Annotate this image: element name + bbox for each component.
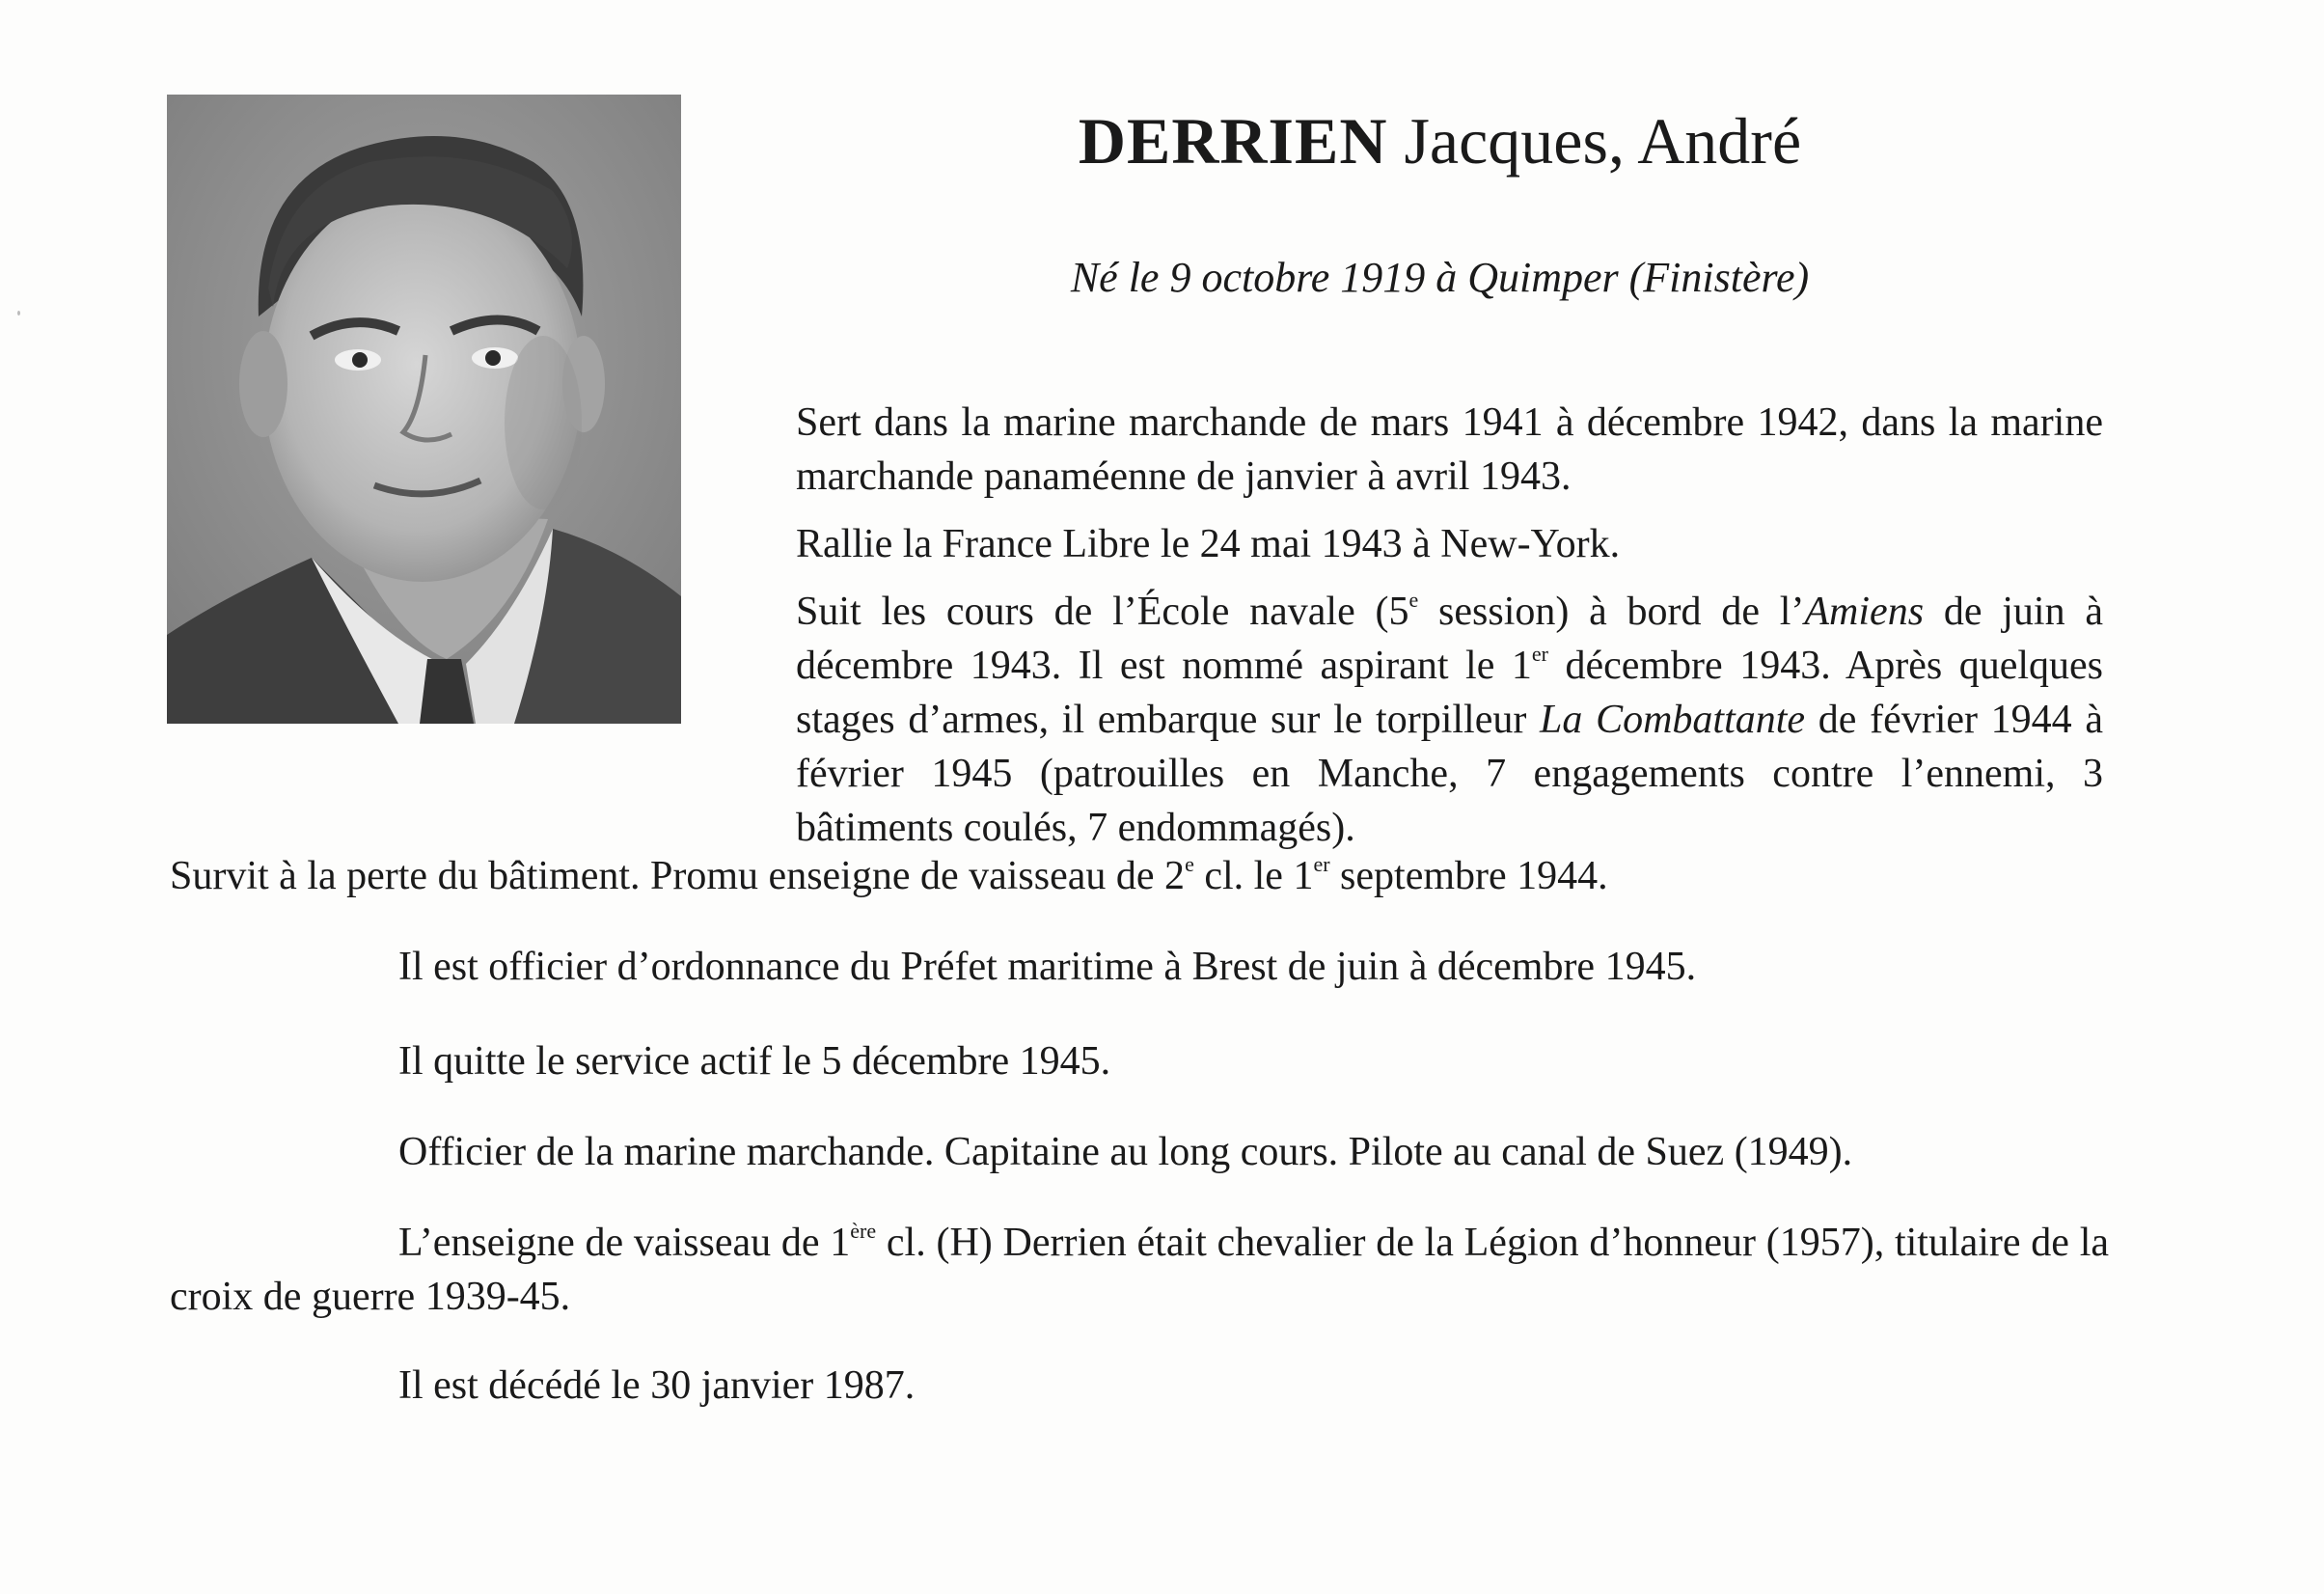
text-run: L’enseigne de vaisseau de 1	[398, 1221, 851, 1265]
paragraph-free-france: Rallie la France Libre le 24 mai 1943 à New-York.	[796, 522, 1621, 566]
text-run: Suit les cours de l’École navale (5	[796, 590, 1409, 634]
text-run: cl. le 1	[1193, 854, 1314, 898]
text-run: session) à bord de l’	[1418, 590, 1805, 634]
surname: DERRIEN	[1078, 104, 1388, 178]
scan-speck	[17, 311, 20, 316]
birth-line: Né le 9 octobre 1919 à Quimper (Finistère)	[1070, 254, 1810, 301]
person-name-heading	[752, 104, 2127, 178]
paragraph-ordnance-officer: Il est officier d’ordonnance du Préfet maritime à Brest de juin à décembre 1945.	[398, 945, 1697, 989]
paragraph-merchant-officer: Officier de la marine marchande. Capitaine au long cours. Pilote au canal de Suez (1949).	[398, 1130, 1853, 1174]
text-run: de juin à décembre 1943. Il est nommé aspirant le 1	[796, 590, 2103, 688]
paragraph-leaves-service: Il quitte le service actif le 5 décembre 1945.	[398, 1039, 1111, 1084]
superscript: er	[1531, 642, 1548, 666]
ship-name: Amiens	[1804, 590, 1925, 634]
given-names: Jacques, André	[1404, 104, 1802, 178]
paragraph-honours	[170, 1216, 2109, 1324]
superscript: er	[1313, 852, 1330, 876]
text-run: cl. (H) Derrien était chevalier de la Légion d’honneur (1957), titulaire de la croix de guerre 1939-45.	[170, 1221, 2110, 1319]
portrait-image	[167, 95, 681, 724]
text-run: décembre 1943. Après quelques stages d’armes, il embarque sur le torpilleur	[796, 644, 2103, 742]
paragraph-naval-school	[796, 585, 2103, 855]
paragraph-death: Il est décédé le 30 janvier 1987.	[398, 1363, 916, 1408]
portrait-photo	[167, 95, 681, 724]
text-run: Survit à la perte du bâtiment. Promu enseigne de vaisseau de 2	[170, 854, 1186, 898]
superscript: e	[1408, 588, 1419, 612]
superscript: e	[1185, 852, 1194, 876]
paragraph-promotion	[170, 849, 2109, 903]
ship-name: La Combattante	[1540, 698, 1806, 742]
paragraph-merchant-navy: Sert dans la marine marchande de mars 1941 à décembre 1942, dans la marine marchande panaméenne de janvier à avril 1943.	[796, 400, 2103, 499]
text-run: septembre 1944.	[1329, 854, 1608, 898]
superscript: ère	[850, 1219, 877, 1243]
text-run: de février 1944 à février 1945 (patrouilles en Manche, 7 engagements contre l’ennemi, 3 bâtiments coulés, 7 endommagés).	[796, 698, 2103, 850]
